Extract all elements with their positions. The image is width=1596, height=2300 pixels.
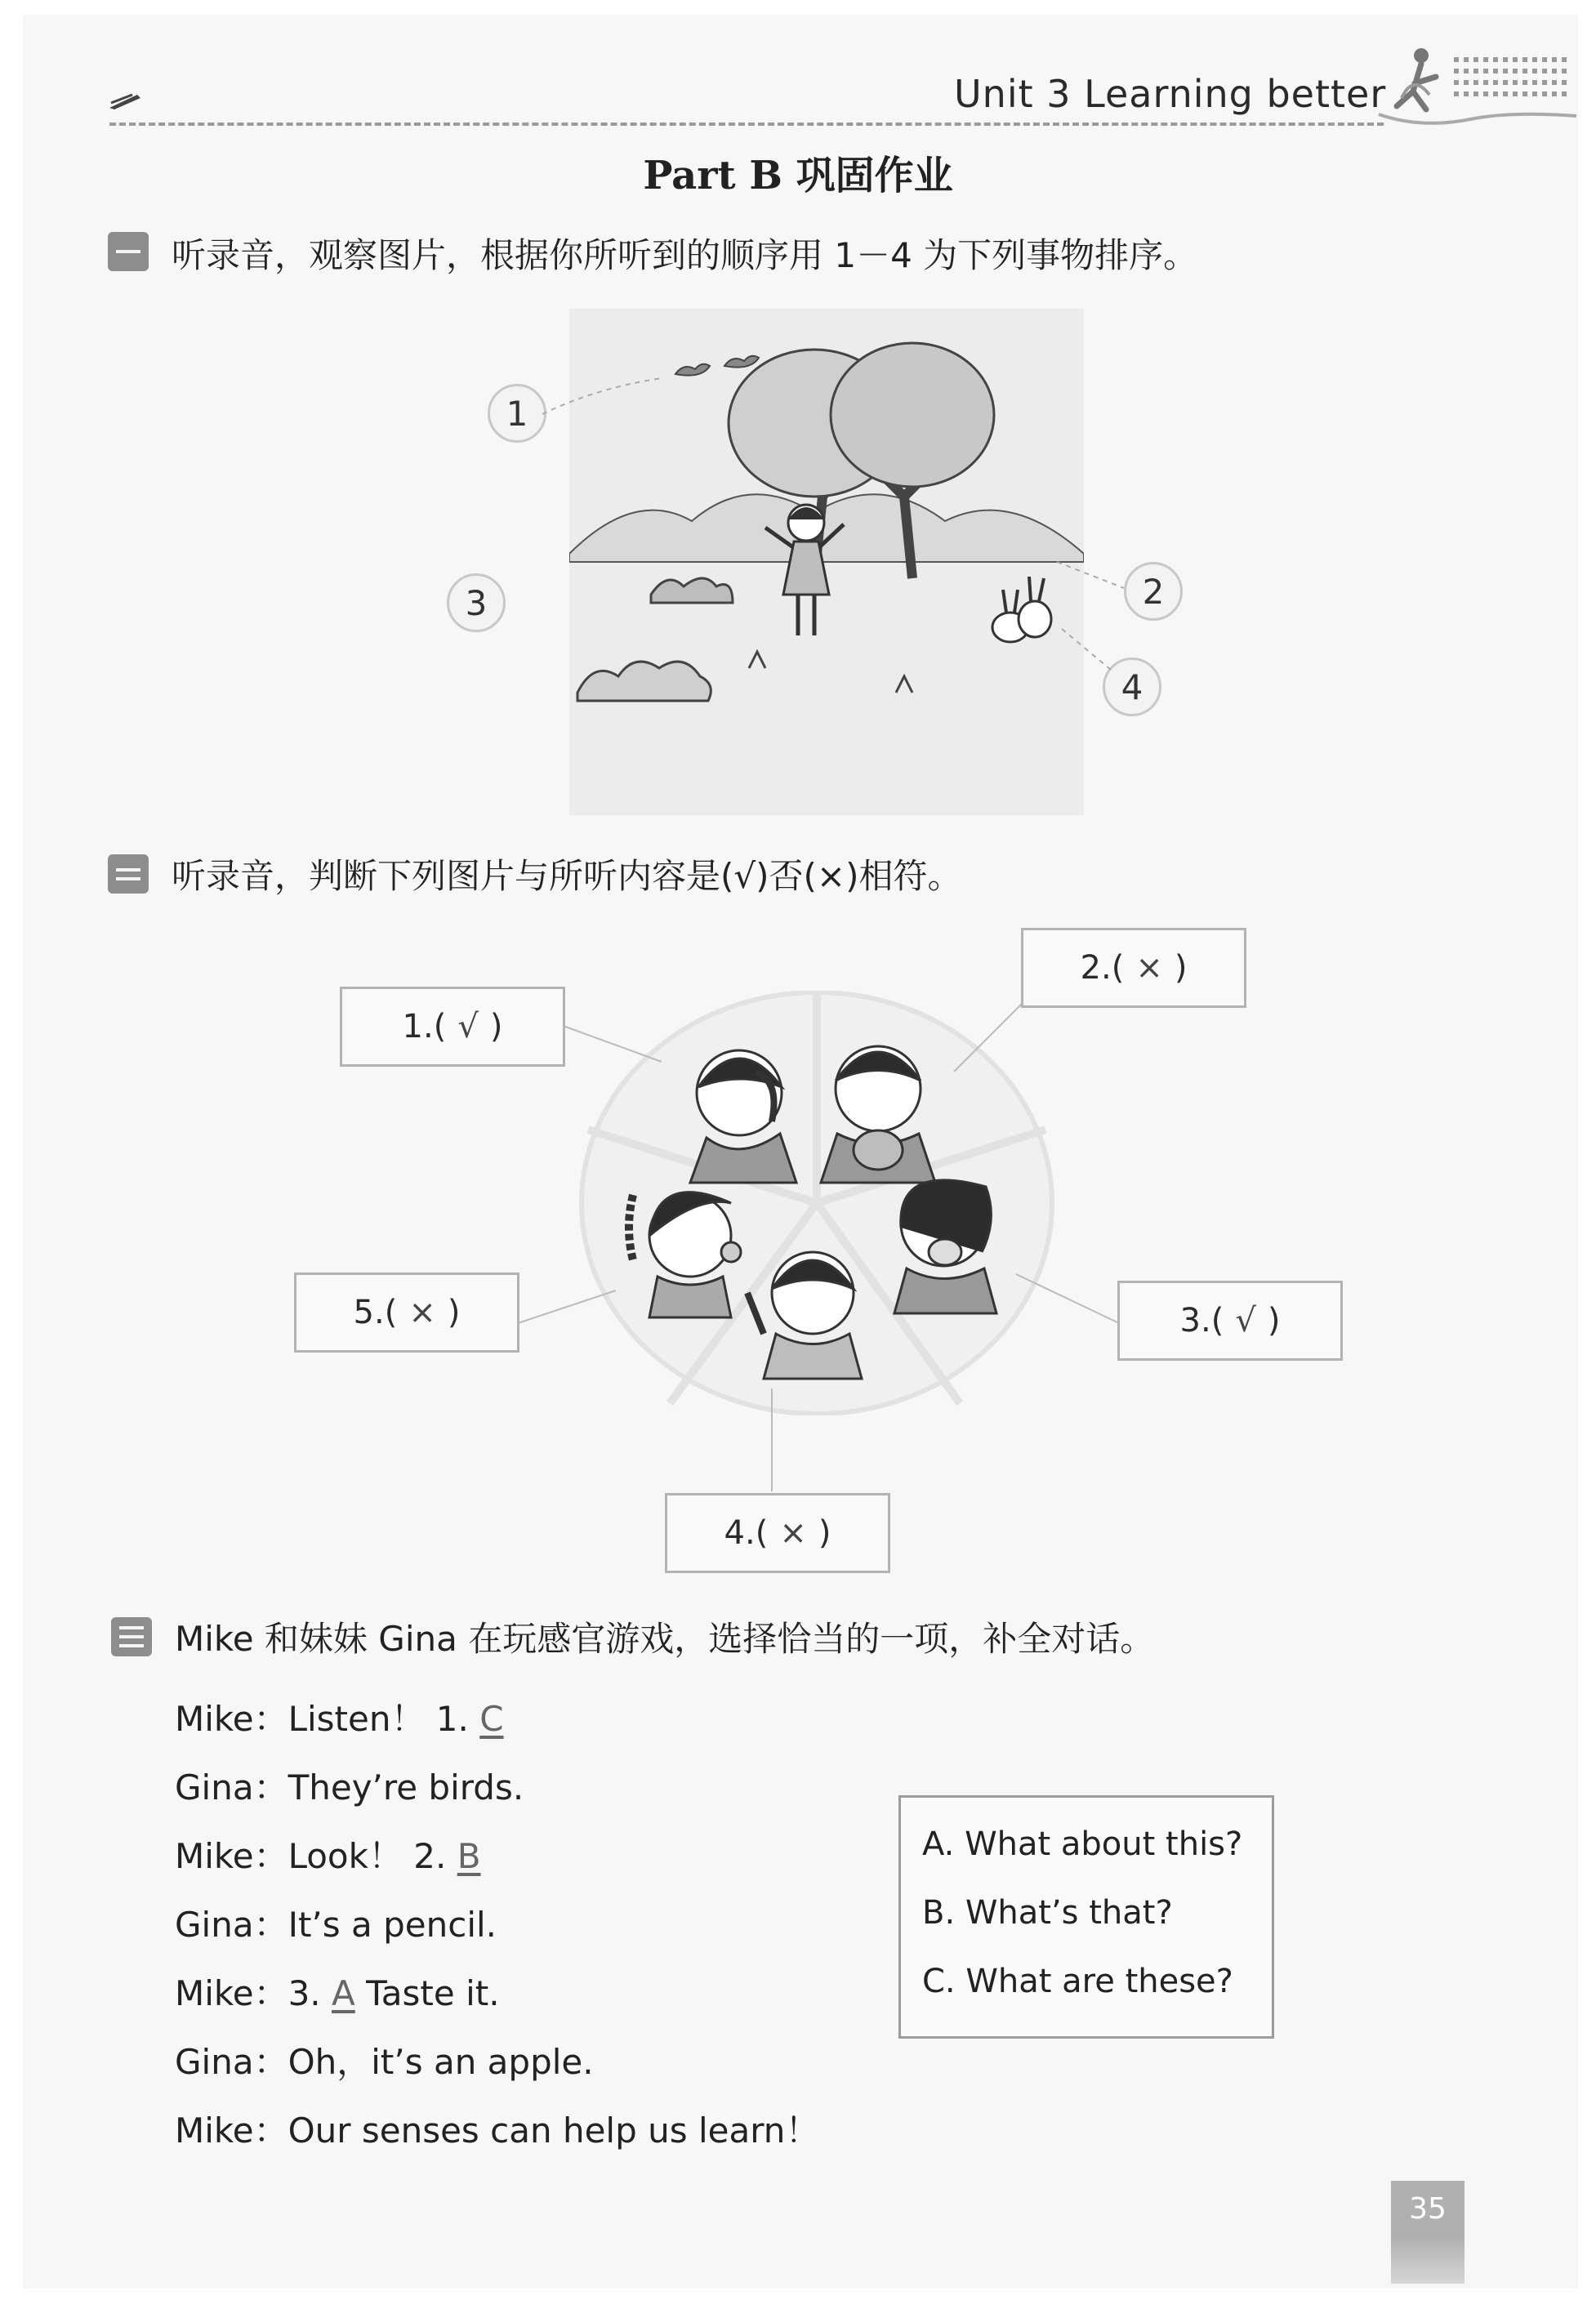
line-text: 3. <box>288 1973 332 2013</box>
speaker: Mike： <box>175 1973 288 2013</box>
option-b: B. What’s that? <box>922 1894 1173 1932</box>
line-text: They’re birds. <box>288 1767 524 1807</box>
line-text: Our senses can help us learn！ <box>288 2111 820 2151</box>
close-paren: ) <box>1174 949 1188 987</box>
order-label-1: 1 <box>488 384 546 443</box>
connector-answer-5 <box>515 1282 621 1331</box>
speaker: Gina： <box>175 1905 288 1945</box>
line-text-after: Taste it. <box>354 1973 500 2013</box>
answer-mark: × <box>1135 949 1163 987</box>
connector-lines-2-4 <box>1054 555 1127 686</box>
order-label-3: 3 <box>447 573 506 632</box>
connector-answer-3 <box>1013 1266 1127 1331</box>
order-label-2: 2 <box>1124 562 1183 621</box>
line-text: It’s a pencil. <box>288 1905 497 1945</box>
option-a: A. What about this? <box>922 1825 1243 1863</box>
connector-line-1 <box>539 372 670 421</box>
answer-blank[interactable]: B <box>457 1836 481 1876</box>
dialogue-line-2 <box>175 1761 524 1810</box>
answer-box-1[interactable] <box>340 987 565 1067</box>
section-number-two <box>108 854 149 894</box>
answer-box-5[interactable] <box>294 1273 519 1353</box>
unit-title: Unit 3 Learning better <box>954 72 1387 116</box>
close-paren: ) <box>818 1514 831 1552</box>
answer-number: 3. <box>1179 1302 1211 1339</box>
open-paren: ( <box>384 1294 398 1331</box>
close-paren: ) <box>447 1294 461 1331</box>
answer-blank[interactable]: A <box>332 1973 355 2013</box>
answer-number: 1. <box>402 1008 434 1045</box>
answer-mark: √ <box>457 1008 479 1045</box>
option-c: C. What are these? <box>922 1963 1233 2000</box>
open-paren: ( <box>755 1514 769 1552</box>
answer-mark: × <box>779 1514 807 1552</box>
dialogue-line-3 <box>175 1830 481 1879</box>
speaker: Mike： <box>175 1699 288 1739</box>
pencil-icon <box>108 91 142 111</box>
section2-instruction: 听录音，判断下列图片与所听内容是(√)否(×)相符。 <box>172 856 962 896</box>
header-divider <box>109 123 1384 126</box>
dialogue-line-5 <box>175 1967 500 2016</box>
line-text: Listen！ 1. <box>288 1699 480 1739</box>
connector-answer-2 <box>947 996 1029 1078</box>
line-text: Look！ 2. <box>288 1836 457 1876</box>
open-paren: ( <box>1111 949 1125 987</box>
order-label-4: 4 <box>1103 657 1161 716</box>
answer-mark: × <box>408 1294 436 1331</box>
answer-number: 2. <box>1080 949 1112 987</box>
answer-box-2[interactable] <box>1021 928 1246 1008</box>
answer-box-4[interactable] <box>665 1493 890 1573</box>
answer-blank[interactable]: C <box>479 1699 504 1739</box>
runner-logo <box>1372 41 1585 131</box>
section3-instruction: Mike 和妹妹 Gina 在玩感官游戏，选择恰当的一项，补全对话。 <box>175 1619 1155 1659</box>
connector-answer-1 <box>555 1013 670 1070</box>
open-paren: ( <box>433 1008 447 1045</box>
connector-answer-4 <box>768 1388 776 1495</box>
line-text: Oh，it’s an apple. <box>288 2042 594 2082</box>
dialogue-line-1 <box>175 1692 504 1741</box>
page-number: 35 <box>1391 2181 1464 2284</box>
speaker: Mike： <box>175 2111 288 2151</box>
speaker: Gina： <box>175 1767 288 1807</box>
dialogue-line-4 <box>175 1898 497 1947</box>
open-paren: ( <box>1210 1302 1224 1339</box>
section-number-three <box>111 1617 152 1656</box>
options-box <box>898 1795 1274 2039</box>
answer-box-3[interactable] <box>1117 1281 1343 1361</box>
close-paren: ) <box>489 1008 503 1045</box>
answer-number: 4. <box>724 1514 756 1552</box>
close-paren: ) <box>1267 1302 1281 1339</box>
speaker: Gina： <box>175 2042 288 2082</box>
section1-instruction: 听录音，观察图片，根据你所听到的顺序用 1－4 为下列事物排序。 <box>172 235 1198 275</box>
answer-mark: √ <box>1235 1302 1256 1339</box>
speaker: Mike： <box>175 1836 288 1876</box>
dialogue-line-6 <box>175 2035 594 2084</box>
answer-number: 5. <box>353 1294 385 1331</box>
section-number-one <box>108 232 149 271</box>
part-title: Part B 巩固作业 <box>643 153 953 198</box>
dialogue-line-7 <box>175 2104 819 2153</box>
